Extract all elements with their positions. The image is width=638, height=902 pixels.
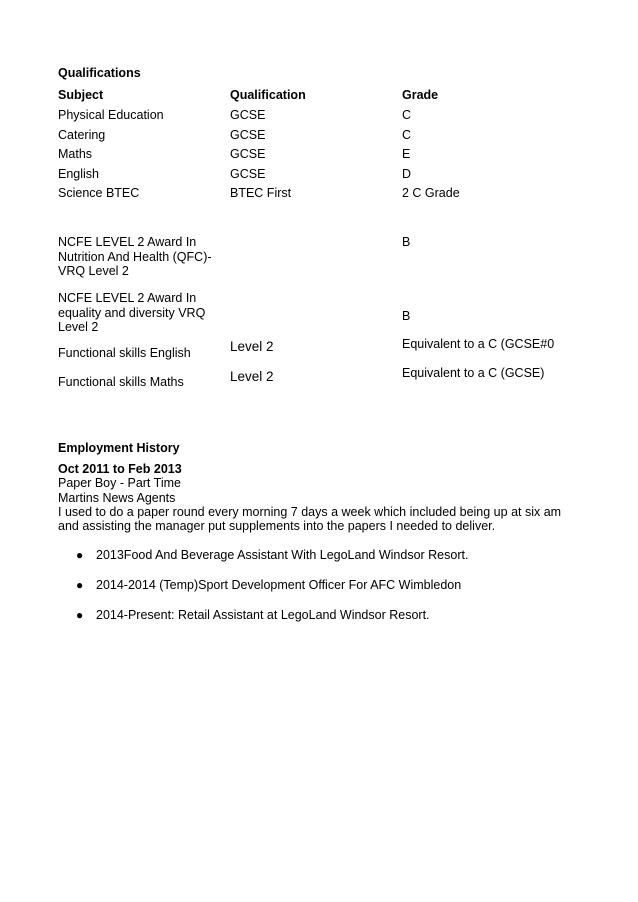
- employment-heading: Employment History: [58, 441, 180, 455]
- employment-description: I used to do a paper round every morning 7 days a week which included being up at six am and assisting the manager put supplements into the papers I needed to deliver.: [58, 504, 562, 534]
- row-subject: Physical Education: [58, 108, 164, 122]
- row-qualification: GCSE: [230, 108, 266, 122]
- list-item-text: 2014-Present: Retail Assistant at LegoLand Windsor Resort.: [96, 608, 430, 622]
- employment-employer: Martins News Agents: [58, 490, 176, 505]
- employment-role: Paper Boy - Part Time: [58, 476, 181, 491]
- header-subject: Subject: [58, 88, 104, 102]
- row-grade: E: [402, 147, 411, 161]
- list-item-text: 2013Food And Beverage Assistant With LegoLand Windsor Resort.: [96, 548, 469, 562]
- ncfe-equality-grade: B: [402, 309, 411, 323]
- employment-bullet-list: [58, 548, 578, 638]
- employment-entry: [58, 462, 578, 533]
- ncfe-nutrition-subject: NCFE LEVEL 2 Award In Nutrition And Health (QFC)- VRQ Level 2: [58, 235, 212, 278]
- row-grade: D: [402, 167, 412, 181]
- row-qualification: GCSE: [230, 167, 266, 181]
- qualifications-heading: Qualifications: [58, 66, 141, 80]
- header-grade: Grade: [402, 88, 439, 102]
- bullet-icon: ●: [76, 608, 84, 622]
- row-grade: C: [402, 108, 412, 122]
- functional-english-grade: Equivalent to a C (GCSE#0: [402, 337, 555, 351]
- row-qualification: BTEC First: [230, 186, 292, 200]
- functional-english-subject: Functional skills English: [58, 346, 191, 360]
- row-subject: English: [58, 167, 99, 181]
- header-qualification: Qualification: [230, 88, 306, 102]
- list-item: [58, 608, 578, 638]
- functional-english-qualification: Level 2: [230, 339, 274, 354]
- bullet-icon: ●: [76, 578, 84, 592]
- row-qualification: GCSE: [230, 128, 266, 142]
- row-grade: 2 C Grade: [402, 186, 460, 200]
- row-qualification: GCSE: [230, 147, 266, 161]
- bullet-icon: ●: [76, 548, 84, 562]
- functional-maths-subject: Functional skills Maths: [58, 375, 184, 389]
- list-item: [58, 578, 578, 608]
- row-grade: C: [402, 128, 412, 142]
- employment-period: Oct 2011 to Feb 2013: [58, 462, 182, 476]
- ncfe-equality-subject: NCFE LEVEL 2 Award In equality and diversity VRQ Level 2: [58, 291, 206, 334]
- ncfe-nutrition-grade: B: [402, 235, 411, 249]
- list-item-text: 2014-2014 (Temp)Sport Development Officer For AFC Wimbledon: [96, 578, 462, 592]
- functional-maths-qualification: Level 2: [230, 369, 274, 384]
- row-subject: Catering: [58, 128, 106, 142]
- list-item: [58, 548, 578, 578]
- functional-maths-grade: Equivalent to a C (GCSE): [402, 366, 545, 380]
- row-subject: Maths: [58, 147, 93, 161]
- row-subject: Science BTEC: [58, 186, 140, 200]
